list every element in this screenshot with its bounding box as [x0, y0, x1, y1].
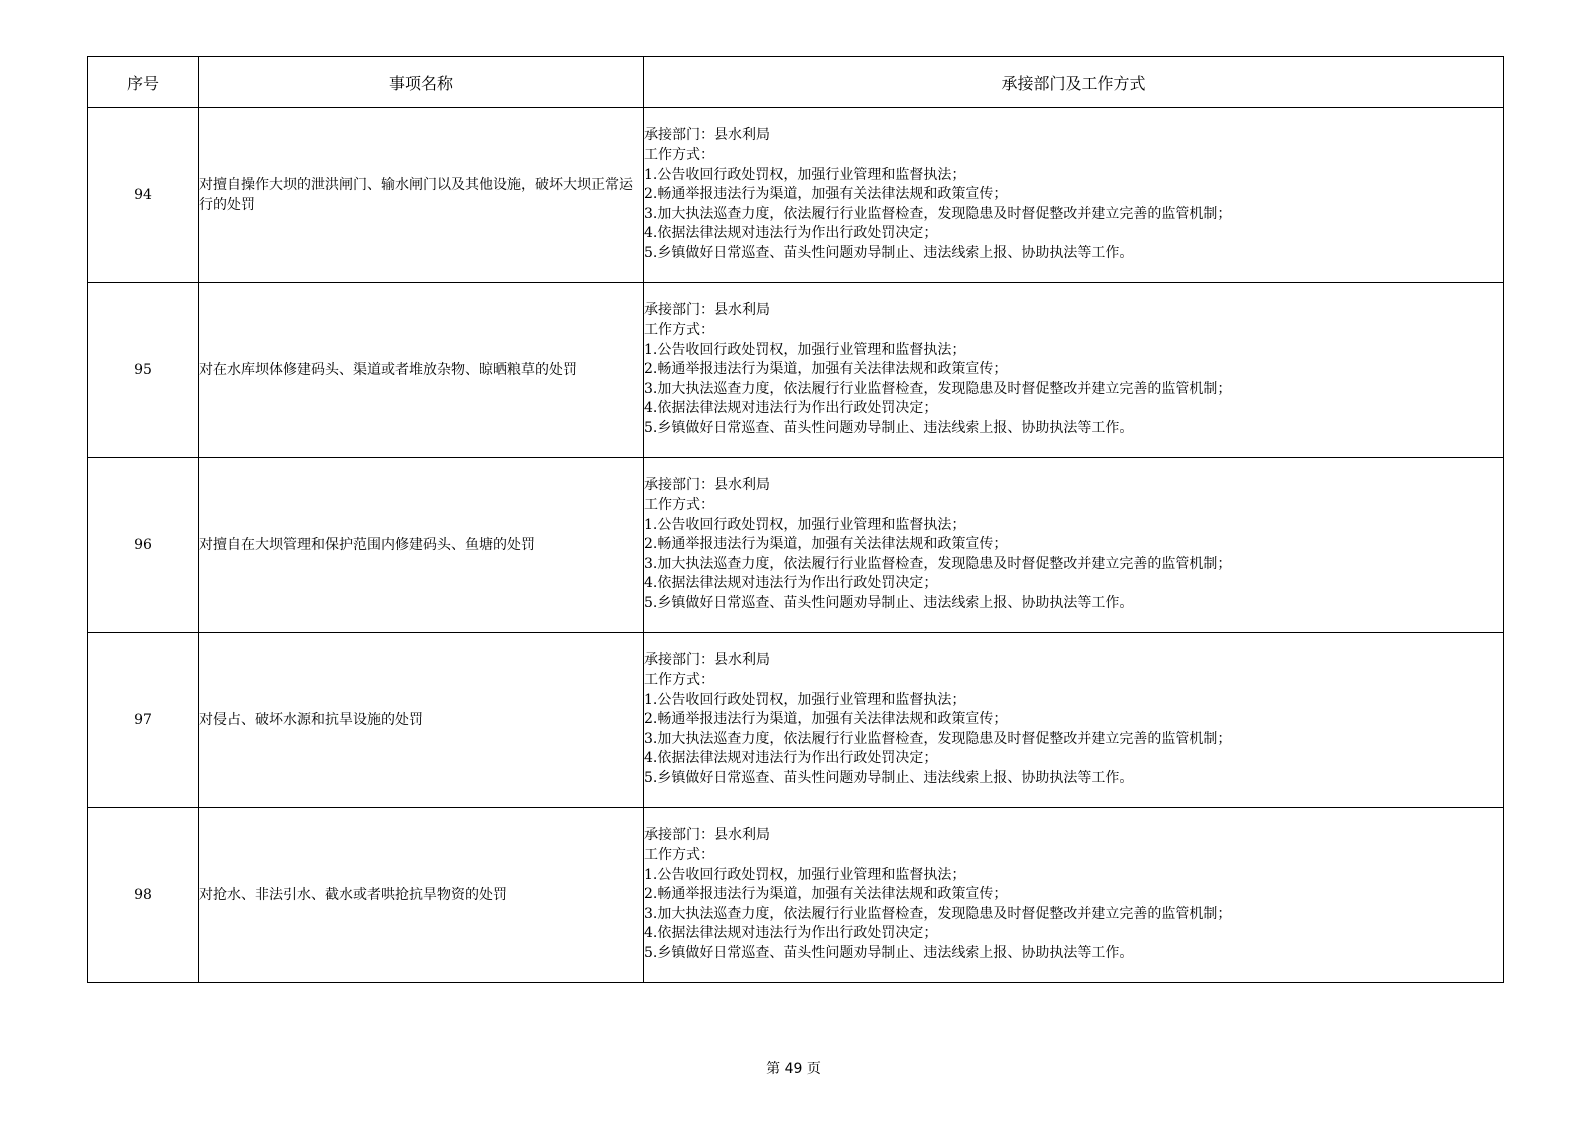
method-line: 3.加大执法巡查力度，依法履行行业监督检查，发现隐患及时督促整改并建立完善的监管机制；	[644, 380, 1232, 397]
header-serial-number: 序号	[88, 57, 199, 108]
serial-number-cell: 97	[88, 633, 199, 808]
method-line: 2.畅通举报违法行为渠道，加强有关法律法规和政策宣传；	[644, 361, 1008, 378]
header-item-name: 事项名称	[199, 57, 644, 108]
table-row	[88, 458, 1504, 633]
table-row	[88, 108, 1504, 283]
method-line: 3.加大执法巡查力度，依法履行行业监督检查，发现隐患及时督促整改并建立完善的监管机制；	[644, 905, 1232, 922]
table-body	[88, 108, 1504, 983]
method-line: 工作方式：	[644, 147, 714, 164]
item-name-cell: 对侵占、破坏水源和抗旱设施的处罚	[199, 633, 644, 808]
table-row	[88, 283, 1504, 458]
method-line: 1.公告收回行政处罚权，加强行业管理和监督执法；	[644, 691, 966, 708]
item-name-cell: 对抢水、非法引水、截水或者哄抢抗旱物资的处罚	[199, 808, 644, 983]
serial-number-cell: 94	[88, 108, 199, 283]
method-line: 承接部门：县水利局	[644, 827, 770, 844]
page-number: 第 49 页	[766, 1061, 821, 1077]
method-line: 4.依据法律法规对违法行为作出行政处罚决定；	[644, 225, 938, 242]
serial-number-cell: 98	[88, 808, 199, 983]
method-line: 承接部门：县水利局	[644, 127, 770, 144]
serial-number-cell: 96	[88, 458, 199, 633]
method-line: 5.乡镇做好日常巡查、苗头性问题劝导制止、违法线索上报、协助执法等工作。	[644, 419, 1134, 436]
method-line: 1.公告收回行政处罚权，加强行业管理和监督执法；	[644, 341, 966, 358]
method-line: 工作方式：	[644, 672, 714, 689]
method-line: 4.依据法律法规对违法行为作出行政处罚决定；	[644, 400, 938, 417]
method-line: 工作方式：	[644, 847, 714, 864]
method-line: 1.公告收回行政处罚权，加强行业管理和监督执法；	[644, 516, 966, 533]
method-line: 2.畅通举报违法行为渠道，加强有关法律法规和政策宣传；	[644, 536, 1008, 553]
method-line: 2.畅通举报违法行为渠道，加强有关法律法规和政策宣传；	[644, 186, 1008, 203]
method-line: 5.乡镇做好日常巡查、苗头性问题劝导制止、违法线索上报、协助执法等工作。	[644, 594, 1134, 611]
method-line: 3.加大执法巡查力度，依法履行行业监督检查，发现隐患及时督促整改并建立完善的监管机制；	[644, 730, 1232, 747]
method-line: 4.依据法律法规对违法行为作出行政处罚决定；	[644, 750, 938, 767]
department-method-cell	[644, 633, 1504, 808]
method-line: 1.公告收回行政处罚权，加强行业管理和监督执法；	[644, 866, 966, 883]
method-line: 3.加大执法巡查力度，依法履行行业监督检查，发现隐患及时督促整改并建立完善的监管机制；	[644, 205, 1232, 222]
method-line: 承接部门：县水利局	[644, 302, 770, 319]
method-line: 工作方式：	[644, 322, 714, 339]
method-line: 4.依据法律法规对违法行为作出行政处罚决定；	[644, 575, 938, 592]
method-line: 3.加大执法巡查力度，依法履行行业监督检查，发现隐患及时督促整改并建立完善的监管机制；	[644, 555, 1232, 572]
method-line: 工作方式：	[644, 497, 714, 514]
method-line: 2.畅通举报违法行为渠道，加强有关法律法规和政策宣传；	[644, 886, 1008, 903]
item-name-cell: 对擅自在大坝管理和保护范围内修建码头、鱼塘的处罚	[199, 458, 644, 633]
method-line: 承接部门：县水利局	[644, 477, 770, 494]
method-line: 5.乡镇做好日常巡查、苗头性问题劝导制止、违法线索上报、协助执法等工作。	[644, 244, 1134, 261]
method-line: 承接部门：县水利局	[644, 652, 770, 669]
serial-number-cell: 95	[88, 283, 199, 458]
method-line: 2.畅通举报违法行为渠道，加强有关法律法规和政策宣传；	[644, 711, 1008, 728]
department-method-cell	[644, 283, 1504, 458]
method-line: 1.公告收回行政处罚权，加强行业管理和监督执法；	[644, 166, 966, 183]
table-row	[88, 633, 1504, 808]
department-method-cell	[644, 108, 1504, 283]
method-line: 5.乡镇做好日常巡查、苗头性问题劝导制止、违法线索上报、协助执法等工作。	[644, 944, 1134, 961]
department-method-cell	[644, 458, 1504, 633]
item-name-cell: 对在水库坝体修建码头、渠道或者堆放杂物、晾晒粮草的处罚	[199, 283, 644, 458]
method-line: 4.依据法律法规对违法行为作出行政处罚决定；	[644, 925, 938, 942]
items-table	[87, 56, 1504, 983]
method-line: 5.乡镇做好日常巡查、苗头性问题劝导制止、违法线索上报、协助执法等工作。	[644, 769, 1134, 786]
item-name-cell: 对擅自操作大坝的泄洪闸门、输水闸门以及其他设施，破坏大坝正常运行的处罚	[199, 108, 644, 283]
header-department-and-method: 承接部门及工作方式	[644, 57, 1504, 108]
department-method-cell	[644, 808, 1504, 983]
header-row	[88, 57, 1504, 108]
table-row	[88, 808, 1504, 983]
